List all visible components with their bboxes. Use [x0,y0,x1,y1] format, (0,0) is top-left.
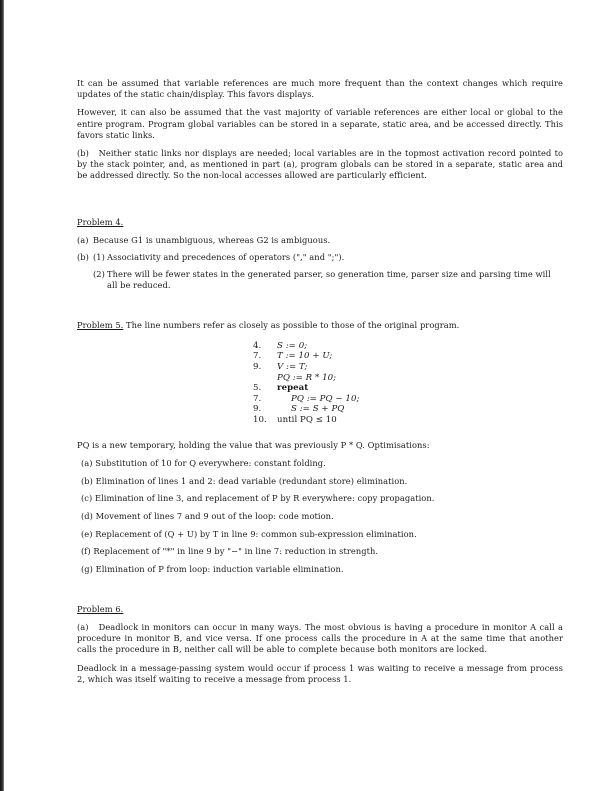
problem-4-heading: Problem 4. [77,216,124,227]
code-keyword: repeat [277,383,309,394]
optimisation-item: (d) Movement of lines 7 and 9 out of the loop: code motion. [81,510,334,521]
code-line [253,373,563,384]
problem-5-heading: Problem 5. [77,319,124,330]
part-label: (a) [77,621,89,632]
part-text: Because G1 is unambiguous, whereas G2 is ambiguous. [93,234,331,245]
intro-paragraph-2: However, it can also be assumed that the vast majority of variable references are either local or global to the entire program. Program global variables can be stored in a separate, static area, and be accessed directly. This favors static links. [77,107,563,140]
part-b-label: (b) [77,148,89,159]
sub-label: (2) [93,269,105,280]
code-line [253,383,563,394]
code-listing [253,341,563,426]
sub-text: There will be fewer states in the generated parser, so generation time, parser size and parsing time will all be reduced. [107,269,551,291]
problem-6-part-a [77,622,563,656]
document-page [77,78,563,692]
line-number: 10. [253,415,267,425]
problem-5-summary: PQ is a new temporary, holding the value that was previously P * Q. Optimisations: [77,439,430,450]
part-b-text: Neither static links nor displays are needed; local variables are in the topmost activation record pointed to by the stack pointer, and, as mentioned in part (a), program globals can be stored in a separate, static area and be addressed directly. So the non-local accesses allowed are particularly efficient. [77,148,564,181]
code-text: PQ := PQ − 10; [291,393,360,404]
problem-5-intro [77,320,563,331]
code-line [253,394,563,405]
optimisation-item: (g) Elimination of P from loop: induction variable elimination. [81,564,344,575]
line-number: 9. [253,362,262,373]
line-number: 5. [253,383,262,394]
optimisation-item: (c) Elimination of line 3, and replacement of P by R everywhere: copy propagation. [81,493,435,504]
line-number: 7. [253,393,262,404]
sub-label: (1) [93,252,105,263]
code-line [253,362,563,373]
problem-4-part-b [77,252,563,263]
optimisation-item: (e) Replacement of (Q + U) by T in line 9: common sub-expression elimination. [81,528,417,539]
part-label: (b) [77,252,89,263]
code-text: S := S + PQ [291,404,345,415]
scan-edge [0,0,4,791]
optimisation-item: (f) Replacement of "*" in line 9 by "−" in line 7: reduction in strength. [81,546,379,557]
line-number: 4. [253,340,262,351]
problem-5-intro-text: The line numbers refer as closely as possible to those of the original program. [123,319,460,330]
problem-6-heading: Problem 6. [77,603,124,614]
code-line [253,404,563,415]
code-text: S := 0; [277,340,308,351]
line-number: 7. [253,351,262,362]
line-number: 9. [253,404,262,415]
intro-paragraph-1: It can be assumed that variable references are much more frequent than the context changes which require updates of the static chain/display. This favors displays. [77,78,563,100]
part-label: (a) [77,234,89,245]
code-text: T := 10 + U; [277,351,333,362]
problem-4-part-a [77,235,563,246]
part-text: Deadlock in monitors can occur in many ways. The most obvious is having a procedure in monitor A call a procedure in monitor B, and vice versa. If one process calls the procedure in A at the same time that another calls the procedure in B, neither call will be able to complete because both monitors are locked. [77,621,563,655]
code-line [253,351,563,362]
code-text: V := T; [277,362,308,373]
code-line [253,341,563,352]
intro-paragraph-3 [77,148,563,182]
optimisation-item: (a) Substitution of 10 for Q everywhere: constant folding. [81,457,326,468]
code-text: PQ := R * 10; [277,372,337,383]
sub-text: Associativity and precedences of operators ("," and ";"). [107,252,345,263]
problem-6-paragraph-2: Deadlock in a message-passing system would occur if process 1 was waiting to receive a message from process 2, which was itself waiting to receive a message from process 1. [77,662,563,684]
optimisation-item: (b) Elimination of lines 1 and 2: dead variable (redundant store) elimination. [81,475,408,486]
code-text: until PQ ≤ 10 [277,415,337,425]
line-number [253,373,277,384]
code-line [253,415,563,426]
problem-4-part-b-2 [93,269,563,291]
